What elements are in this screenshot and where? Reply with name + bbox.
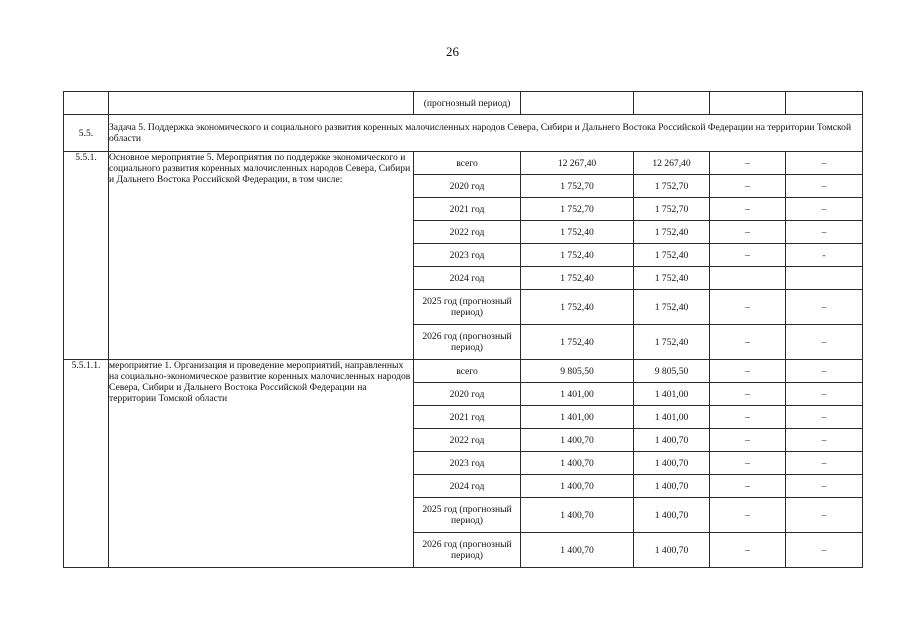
other-cell: – [786,221,863,244]
regional-cell: 1 752,70 [634,198,710,221]
federal-cell: – [710,360,786,383]
regional-cell: 1 752,40 [634,290,710,325]
description-cell [109,92,414,115]
item-number: 5.5.1.1. [64,360,109,568]
federal-cell: – [710,498,786,533]
regional-cell: 9 805,50 [634,360,710,383]
regional-cell: 1 401,00 [634,406,710,429]
regional-cell: 1 400,70 [634,452,710,475]
period-cell: 2020 год [414,175,521,198]
federal-cell: – [710,475,786,498]
total-cell: 1 752,40 [521,221,634,244]
total-cell: 12 267,40 [521,152,634,175]
period-cell: 2021 год [414,406,521,429]
item-description: Основное мероприятие 5. Мероприятия по поддержке экономического и социального развития коренных малочисленных народов Севера, Сибири и Дальнего Востока Российской Федерации, в том числе: [109,152,414,360]
regional-cell: 1 752,40 [634,221,710,244]
other-cell: – [786,452,863,475]
period-cell: всего [414,360,521,383]
federal-cell: – [710,325,786,360]
federal-cell: – [710,175,786,198]
other-cell: – [786,406,863,429]
federal-cell: – [710,244,786,267]
regional-cell: 1 752,40 [634,267,710,290]
federal-cell: – [710,221,786,244]
other-cell: – [786,325,863,360]
other-cell: – [786,475,863,498]
table-row [64,152,863,175]
federal-cell [710,267,786,290]
total-cell: 1 752,40 [521,267,634,290]
regional-cell: 1 752,40 [634,244,710,267]
period-cell: 2025 год (прогнозный период) [414,290,521,325]
regional-cell: 1 752,70 [634,175,710,198]
total-cell: 9 805,50 [521,360,634,383]
page-number: 26 [446,44,459,59]
regional-cell [634,92,710,115]
federal-cell: – [710,533,786,568]
other-cell: – [786,383,863,406]
other-cell: – [786,429,863,452]
total-cell: 1 401,00 [521,383,634,406]
total-cell: 1 752,70 [521,198,634,221]
period-cell: 2021 год [414,198,521,221]
federal-cell: – [710,429,786,452]
regional-cell: 1 401,00 [634,383,710,406]
period-cell: 2022 год [414,429,521,452]
federal-cell: – [710,383,786,406]
task-row [64,115,863,152]
period-cell: 2023 год [414,452,521,475]
total-cell: 1 752,70 [521,175,634,198]
total-cell: 1 400,70 [521,475,634,498]
regional-cell: 1 752,40 [634,325,710,360]
regional-cell: 1 400,70 [634,429,710,452]
period-cell: 2023 год [414,244,521,267]
table-body [64,92,863,568]
period-cell: 2022 год [414,221,521,244]
table-row [64,360,863,383]
total-cell: 1 400,70 [521,498,634,533]
item-number: 5.5.1. [64,152,109,360]
period-cell: 2025 год (прогнозный период) [414,498,521,533]
other-cell: - [786,244,863,267]
other-cell: – [786,360,863,383]
task-number: 5.5. [64,115,109,152]
period-cell: 2024 год [414,267,521,290]
total-cell: 1 752,40 [521,244,634,267]
period-cell: всего [414,152,521,175]
other-cell: – [786,498,863,533]
regional-cell: 1 400,70 [634,475,710,498]
period-cell: 2024 год [414,475,521,498]
federal-cell: – [710,152,786,175]
period-cell: 2020 год [414,383,521,406]
other-cell [786,267,863,290]
federal-cell: – [710,406,786,429]
federal-cell: – [710,452,786,475]
other-cell [786,92,863,115]
other-cell: – [786,175,863,198]
other-cell: – [786,533,863,568]
federal-cell: – [710,198,786,221]
task-title: Задача 5. Поддержка экономического и социального развития коренных малочисленных народов Севера, Сибири и Дальнего Востока Российской Федерации на территории Томской области [109,115,863,152]
total-cell: 1 400,70 [521,533,634,568]
federal-cell [710,92,786,115]
regional-cell: 1 400,70 [634,498,710,533]
federal-cell: – [710,290,786,325]
regional-cell: 1 400,70 [634,533,710,568]
other-cell: – [786,198,863,221]
program-table [63,91,863,568]
number-cell [64,92,109,115]
other-cell: – [786,152,863,175]
total-cell: 1 752,40 [521,325,634,360]
regional-cell: 12 267,40 [634,152,710,175]
period-cell: (прогнозный период) [414,92,521,115]
period-cell: 2026 год (прогнозный период) [414,325,521,360]
table-row [64,92,863,115]
item-description: мероприятие 1. Организация и проведение мероприятий, направленных на социально-экономическое развитие коренных малочисленных народов Севера, Сибири и Дальнего Востока Российской Федерации на территории Томской области [109,360,414,568]
total-cell: 1 752,40 [521,290,634,325]
period-cell: 2026 год (прогнозный период) [414,533,521,568]
total-cell [521,92,634,115]
total-cell: 1 400,70 [521,452,634,475]
total-cell: 1 401,00 [521,406,634,429]
other-cell: – [786,290,863,325]
total-cell: 1 400,70 [521,429,634,452]
